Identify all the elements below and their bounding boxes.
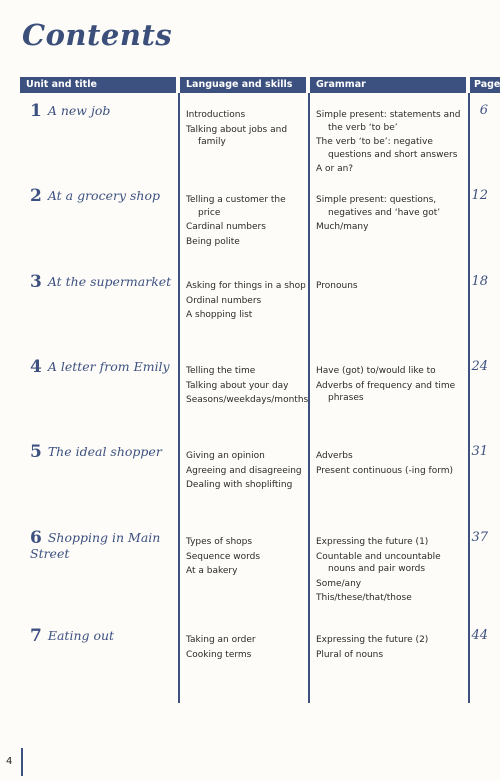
table-header	[0, 77, 500, 93]
language-item: Ordinal numbers	[186, 295, 262, 306]
unit-number: 1	[30, 101, 42, 121]
language-skills-list	[186, 280, 306, 324]
language-item: Sequence words	[186, 551, 261, 562]
language-item: Talking about jobs and family	[186, 124, 288, 147]
column-divider	[308, 93, 310, 703]
page-number: 4	[6, 756, 13, 767]
unit-number: 3	[30, 272, 42, 292]
grammar-item: A or an?	[316, 164, 354, 174]
language-item: Introductions	[186, 110, 246, 120]
grammar-item: This/these/that/those	[316, 593, 412, 603]
grammar-item: Countable and uncountable nouns and pair words	[316, 551, 441, 574]
language-item: Agreeing and disagreeing	[186, 465, 302, 476]
grammar-list	[316, 634, 464, 663]
grammar-item: Simple present: questions, negatives and ‘have got’	[316, 195, 441, 218]
language-skills-list	[186, 536, 306, 580]
language-skills-list	[186, 365, 309, 409]
grammar-list	[316, 280, 464, 295]
language-item: Telling a customer the price	[186, 195, 286, 218]
header-grammar: Grammar	[310, 77, 466, 93]
language-item: Telling the time	[186, 366, 256, 376]
language-skills-list	[186, 450, 306, 494]
unit-page-number[interactable]: 31	[471, 444, 488, 459]
unit-title	[30, 628, 180, 644]
unit-title-text: At the supermarket	[47, 274, 172, 289]
grammar-item: Simple present: statements and the verb ‘to be’	[316, 110, 461, 133]
page-title: Contents	[22, 18, 173, 52]
header-unit: Unit and title	[20, 77, 176, 93]
unit-number: 4	[30, 357, 42, 377]
unit-number: 2	[30, 186, 42, 206]
language-skills-list	[186, 194, 306, 250]
language-item: Being polite	[186, 236, 240, 247]
unit-title-text: Shopping in Main Street	[30, 530, 161, 561]
column-divider	[468, 93, 470, 703]
unit-page-number[interactable]: 24	[471, 359, 488, 374]
language-item: Dealing with shoplifting	[186, 480, 293, 490]
grammar-item: Some/any	[316, 578, 362, 589]
unit-title-text: At a grocery shop	[47, 188, 160, 203]
language-item: Giving an opinion	[186, 451, 265, 461]
language-skills-list	[186, 109, 306, 151]
grammar-item: Present continuous (-ing form)	[316, 465, 454, 476]
unit-page-number[interactable]: 12	[471, 188, 488, 203]
unit-page-number[interactable]: 44	[471, 628, 488, 643]
language-item: Types of shops	[186, 537, 253, 547]
language-item: Seasons/weekdays/months	[186, 395, 309, 405]
language-item: Talking about your day	[186, 380, 289, 391]
grammar-item: Have (got) to/would like to	[316, 366, 436, 376]
grammar-list	[316, 365, 464, 407]
language-item: Cardinal numbers	[186, 222, 266, 232]
unit-page-number[interactable]: 37	[471, 530, 488, 545]
grammar-list	[316, 194, 464, 236]
grammar-item: The verb ‘to be’: negative questions and short answers	[316, 137, 458, 160]
grammar-list	[316, 109, 464, 178]
grammar-item: Adverbs of frequency and time phrases	[316, 380, 456, 403]
unit-title-text: A new job	[47, 103, 111, 118]
unit-number: 6	[30, 528, 42, 548]
grammar-item: Expressing the future (1)	[316, 537, 429, 547]
unit-title	[30, 530, 180, 561]
unit-title	[30, 188, 180, 204]
language-item: Cooking terms	[186, 649, 252, 660]
grammar-item: Pronouns	[316, 281, 358, 291]
header-page: Page	[470, 77, 500, 93]
unit-title-text: Eating out	[47, 628, 115, 643]
unit-title	[30, 444, 180, 460]
column-divider	[178, 93, 180, 703]
language-item: Asking for things in a shop	[186, 281, 306, 291]
unit-title	[30, 359, 180, 375]
unit-title-text: A letter from Emily	[47, 359, 170, 374]
unit-title	[30, 274, 180, 290]
unit-number: 5	[30, 442, 42, 462]
unit-title-text: The ideal shopper	[47, 444, 162, 459]
unit-page-number[interactable]: 18	[471, 274, 488, 289]
unit-page-number[interactable]: 6	[479, 103, 488, 118]
grammar-item: Plural of nouns	[316, 649, 384, 660]
language-skills-list	[186, 634, 306, 663]
unit-title	[30, 103, 180, 119]
grammar-item: Much/many	[316, 222, 369, 232]
grammar-list	[316, 536, 464, 607]
grammar-item: Adverbs	[316, 451, 353, 461]
unit-number: 7	[30, 626, 42, 646]
grammar-item: Expressing the future (2)	[316, 635, 429, 645]
grammar-list	[316, 450, 464, 479]
language-item: At a bakery	[186, 566, 238, 576]
header-language: Language and skills	[180, 77, 306, 93]
language-item: Taking an order	[186, 635, 256, 645]
language-item: A shopping list	[186, 310, 253, 320]
footer-bar	[21, 748, 23, 776]
